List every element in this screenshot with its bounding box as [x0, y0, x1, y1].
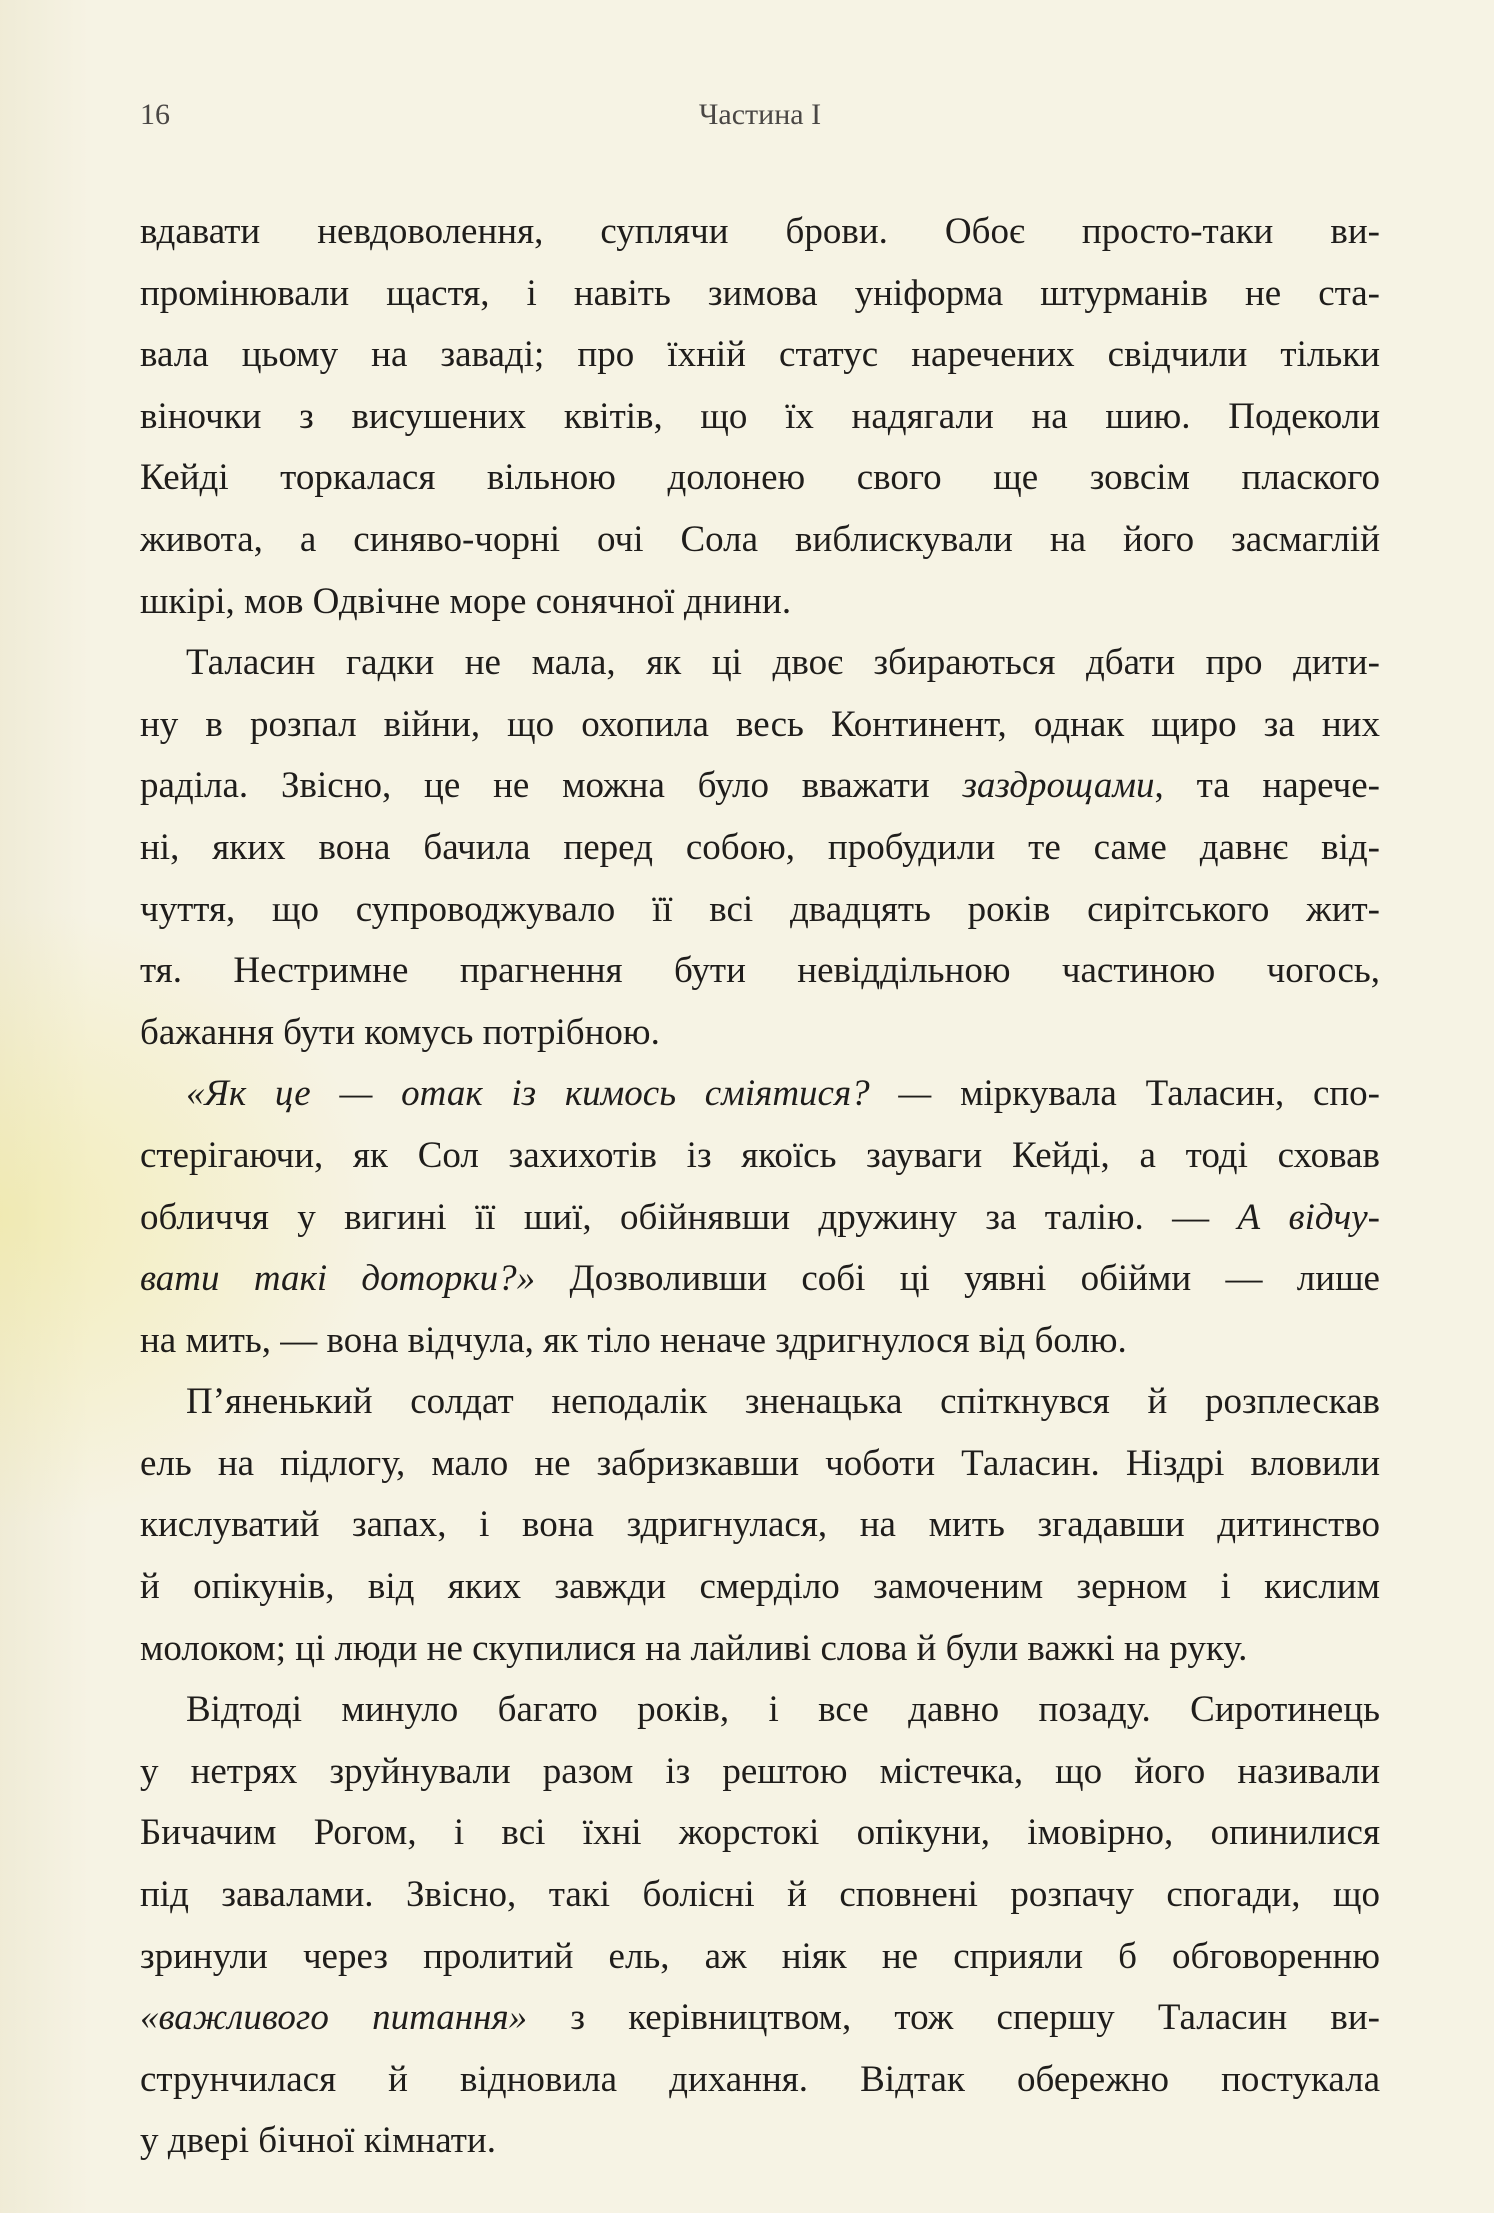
italic-phrase: вати такі доторки?» [140, 1258, 536, 1300]
text-line: бажання бути комусь потрібною. [140, 1011, 660, 1053]
text-line: молоком; ці люди не скупилися на лайливі слова й були важкі на руку. [140, 1627, 1248, 1669]
running-head [140, 98, 1380, 148]
body-text [140, 201, 1380, 2172]
text-line: Відтоді минуло багато років, і все давно позаду. Сиротинець [186, 1689, 1380, 1731]
text-line: у двері бічної кімнати. [140, 2120, 496, 2162]
text-line: вала цьому на заваді; про їхній статус наречених свідчили тільки [140, 334, 1380, 376]
text-line: ну в розпал війни, що охопила весь Континент, однак щиро за них [140, 703, 1380, 745]
italic-word: заздрощами [962, 765, 1155, 807]
text-line: ні, яких вона бачила перед собою, пробудили те саме давнє від- [140, 826, 1380, 868]
text-line [140, 755, 1380, 817]
text-line: П’яненький солдат неподалік зненацька спіткнувся й розплескав [186, 1381, 1380, 1423]
text-span: , та нарече- [1154, 765, 1380, 807]
text-span: обличчя у вигині її шиї, обійнявши дружину за талію. — [140, 1196, 1238, 1238]
text-line: на мить, — вона відчула, як тіло неначе здригнулося від болю. [140, 1319, 1127, 1361]
text-line: Бичачим Рогом, і всі їхні жорстокі опікуни, імовірно, опинилися [140, 1812, 1380, 1854]
text-line: вдавати невдоволення, суплячи брови. Обоє просто-таки ви- [140, 211, 1380, 252]
italic-phrase: А відчу- [1237, 1196, 1380, 1238]
text-line: кислуватий запах, і вона здригнулася, на мить згадавши дитинство [140, 1504, 1380, 1546]
text-line: у нетрях зруйнували разом із рештою містечка, що його називали [140, 1750, 1380, 1792]
text-line: тя. Нестримне прагнення бути невіддільною частиною чогось, [140, 950, 1380, 992]
text-span: міркувала Таласин, спо- [931, 1073, 1380, 1115]
italic-phrase: «Як це — отак із кимось сміятися? — [186, 1073, 932, 1115]
text-line: під завалами. Звісно, такі болісні й сповнені розпачу спогади, що [140, 1874, 1380, 1916]
paragraph-1 [140, 201, 1380, 632]
text-span: з керівництвом, тож спершу Таласин ви- [527, 1997, 1380, 2039]
text-line: віночки з висушених квітів, що їх надягали на шию. Подеколи [140, 395, 1380, 437]
text-line: живота, а синяво-чорні очі Сола виблискували на його засмаглій [140, 518, 1380, 560]
paragraph-5 [140, 1679, 1380, 2172]
text-line: стерігаючи, як Сол захихотів із якоїсь зауваги Кейді, а тоді сховав [140, 1134, 1380, 1176]
text-line: зринули через пролитий ель, аж ніяк не сприяли б обговоренню [140, 1935, 1380, 1977]
paragraph-3 [140, 1063, 1380, 1371]
italic-phrase: «важливого питання» [140, 1997, 528, 2039]
text-line: промінювали щастя, і навіть зимова уніформа штурманів не ста- [140, 272, 1380, 314]
text-span: раділа. Звісно, це не можна було вважати [140, 765, 963, 807]
paragraph-2 [140, 632, 1380, 1063]
page-number: 16 [140, 98, 170, 131]
text-line: шкірі, мов Одвічне море сонячної днини. [140, 580, 792, 622]
text-line: чуття, що супроводжувало її всі двадцять років сирітського жит- [140, 888, 1380, 930]
text-line: ель на підлогу, мало не забризкавши чоботи Таласин. Ніздрі вловили [140, 1442, 1380, 1484]
text-line [140, 1063, 1380, 1125]
text-span: Дозволивши собі ці уявні обійми — лише [535, 1258, 1380, 1300]
paragraph-4 [140, 1371, 1380, 1679]
text-line: Кейді торкалася вільною долонею свого ще зовсім плаского [140, 457, 1380, 499]
text-line: струнчилася й відновила дихання. Відтак обережно постукала [140, 2058, 1380, 2100]
text-line: Таласин гадки не мала, як ці двоє збираються дбати про дити- [186, 642, 1380, 684]
text-line [140, 1187, 1380, 1249]
text-line [140, 1248, 1380, 1310]
chapter-title: Частина І [698, 98, 822, 131]
text-line: й опікунів, від яких завжди смерділо замоченим зерном і кислим [140, 1566, 1380, 1608]
text-line [140, 1987, 1380, 2049]
